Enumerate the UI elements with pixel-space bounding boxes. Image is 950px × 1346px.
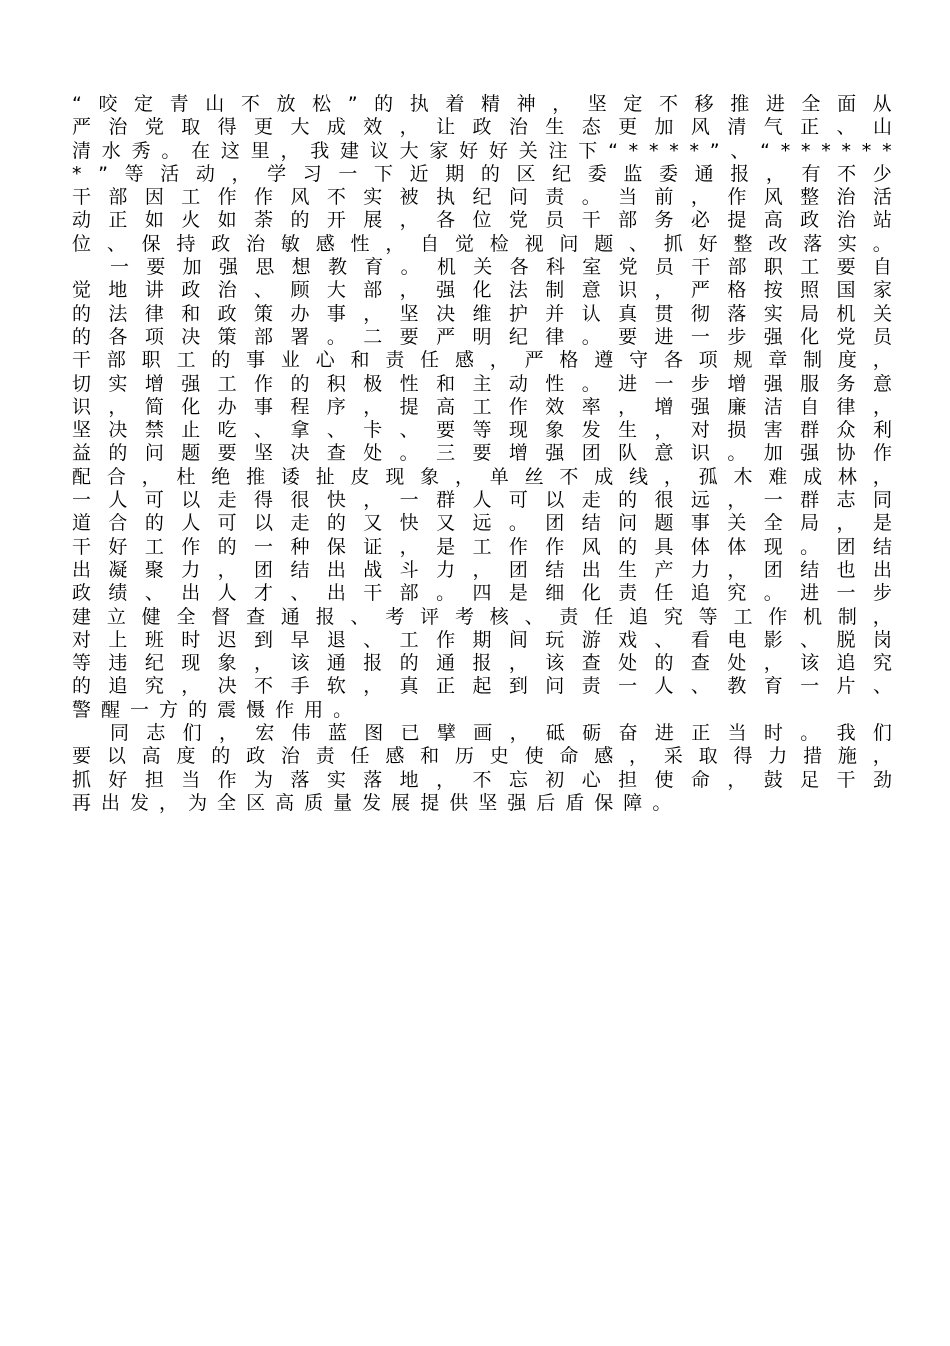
text-line: 的 追 究 ， 决 不 手 软 ， 真 正 起 到 问 责 一 人 、 教 育 一 片 、 bbox=[72, 675, 892, 698]
text-line: 对 上 班 时 迟 到 早 退 、 工 作 期 间 玩 游 戏 、 看 电 影 、 脱 岗 bbox=[72, 628, 892, 651]
text-line: 配 合 ， 杜 绝 推 诿 扯 皮 现 象 ， 单 丝 不 成 线 ， 孤 木 难 成 林 ， bbox=[72, 465, 892, 488]
text-line: 政 绩 、 出 人 才 、 出 干 部 。 四 是 细 化 责 任 追 究 。 进 一 步 bbox=[72, 582, 892, 605]
text-line: 的 各 项 决 策 部 署 。 二 要 严 明 纪 律 。 要 进 一 步 强 化 党 员 bbox=[72, 325, 892, 348]
text-line: 一 人 可 以 走 得 很 快 ， 一 群 人 可 以 走 的 很 远 ， 一 群 志 同 bbox=[72, 489, 892, 512]
text-line: 觉 地 讲 政 治 、 顾 大 部 ， 强 化 法 制 意 识 ， 严 格 按 照 国 家 bbox=[72, 279, 892, 302]
text-line: 等 违 纪 现 象 ， 该 通 报 的 通 报 ， 该 查 处 的 查 处 ， 该 追 究 bbox=[72, 652, 892, 675]
text-line: 识 ， 简 化 办 事 程 序 ， 提 高 工 作 效 率 ， 增 强 廉 洁 自 律 ， bbox=[72, 395, 892, 418]
text-line: 警 醒 一 方 的 震 慑 作 用 。 bbox=[72, 698, 353, 721]
text-line: 益 的 问 题 要 坚 决 查 处 。 三 要 增 强 团 队 意 识 。 加 强 协 作 bbox=[72, 442, 892, 465]
text-line: 抓 好 担 当 作 为 落 实 落 地 ， 不 忘 初 心 担 使 命 ， 鼓 足 干 劲 bbox=[72, 768, 892, 791]
text-line: 坚 决 禁 止 吃 、 拿 、 卡 、 要 等 现 象 发 生 ， 对 损 害 群 众 利 bbox=[72, 419, 892, 442]
text-line: 的 法 律 和 政 策 办 事 ， 坚 决 维 护 并 认 真 贯 彻 落 实 局 机 关 bbox=[72, 302, 892, 325]
text-line: * ” 等 活 动 ， 学 习 一 下 近 期 的 区 纪 委 监 委 通 报 ， 有 不 少 bbox=[72, 162, 892, 185]
text-line: 严 治 党 取 得 更 大 成 效 ， 让 政 治 生 态 更 加 风 清 气 正 、 山 bbox=[72, 116, 892, 139]
text-line: 位 、 保 持 政 治 敏 感 性 ， 自 觉 检 视 问 题 、 抓 好 整 改 落 实 。 bbox=[72, 232, 892, 255]
text-line: 干 好 工 作 的 一 种 保 证 ， 是 工 作 作 风 的 具 体 体 现 。 团 结 bbox=[72, 535, 892, 558]
text-line: 干 部 职 工 的 事 业 心 和 责 任 感 ， 严 格 遵 守 各 项 规 章 制 度 ， bbox=[72, 349, 892, 372]
document-body-text bbox=[72, 93, 892, 815]
text-line: 切 实 增 强 工 作 的 积 极 性 和 主 动 性 。 进 一 步 增 强 服 务 意 bbox=[72, 372, 892, 395]
text-line: 出 凝 聚 力 ， 团 结 出 战 斗 力 ， 团 结 出 生 产 力 ， 团 结 也 出 bbox=[72, 558, 892, 581]
text-line: 动 正 如 火 如 荼 的 开 展 ， 各 位 党 员 干 部 务 必 提 高 政 治 站 bbox=[72, 209, 892, 232]
text-line: 建 立 健 全 督 查 通 报 、 考 评 考 核 、 责 任 追 究 等 工 作 机 制 ， bbox=[72, 605, 892, 628]
text-line: “ 咬 定 青 山 不 放 松 ” 的 执 着 精 神 ， 坚 定 不 移 推 进 全 面 从 bbox=[72, 93, 892, 115]
text-line: 同 志 们 ， 宏 伟 蓝 图 已 擘 画 ， 砥 砺 奋 进 正 当 时 。 我 们 bbox=[110, 722, 892, 745]
text-line: 清 水 秀 。 在 这 里 ， 我 建 议 大 家 好 好 关 注 下 “ * * * * ” 、 “ * * * * * * bbox=[72, 139, 892, 162]
text-line: 道 合 的 人 可 以 走 的 又 快 又 远 。 团 结 问 题 事 关 全 局 ， 是 bbox=[72, 512, 892, 535]
text-line: 再 出 发 ， 为 全 区 高 质 量 发 展 提 供 坚 强 后 盾 保 障 。 bbox=[72, 791, 672, 814]
text-line: 干 部 因 工 作 作 风 不 实 被 执 纪 问 责 。 当 前 ， 作 风 整 治 活 bbox=[72, 186, 892, 209]
text-line: 要 以 高 度 的 政 治 责 任 感 和 历 史 使 命 感 ， 采 取 得 力 措 施 ， bbox=[72, 745, 892, 768]
text-line: 一 要 加 强 思 想 教 育 。 机 关 各 科 室 党 员 干 部 职 工 要 自 bbox=[110, 256, 892, 279]
